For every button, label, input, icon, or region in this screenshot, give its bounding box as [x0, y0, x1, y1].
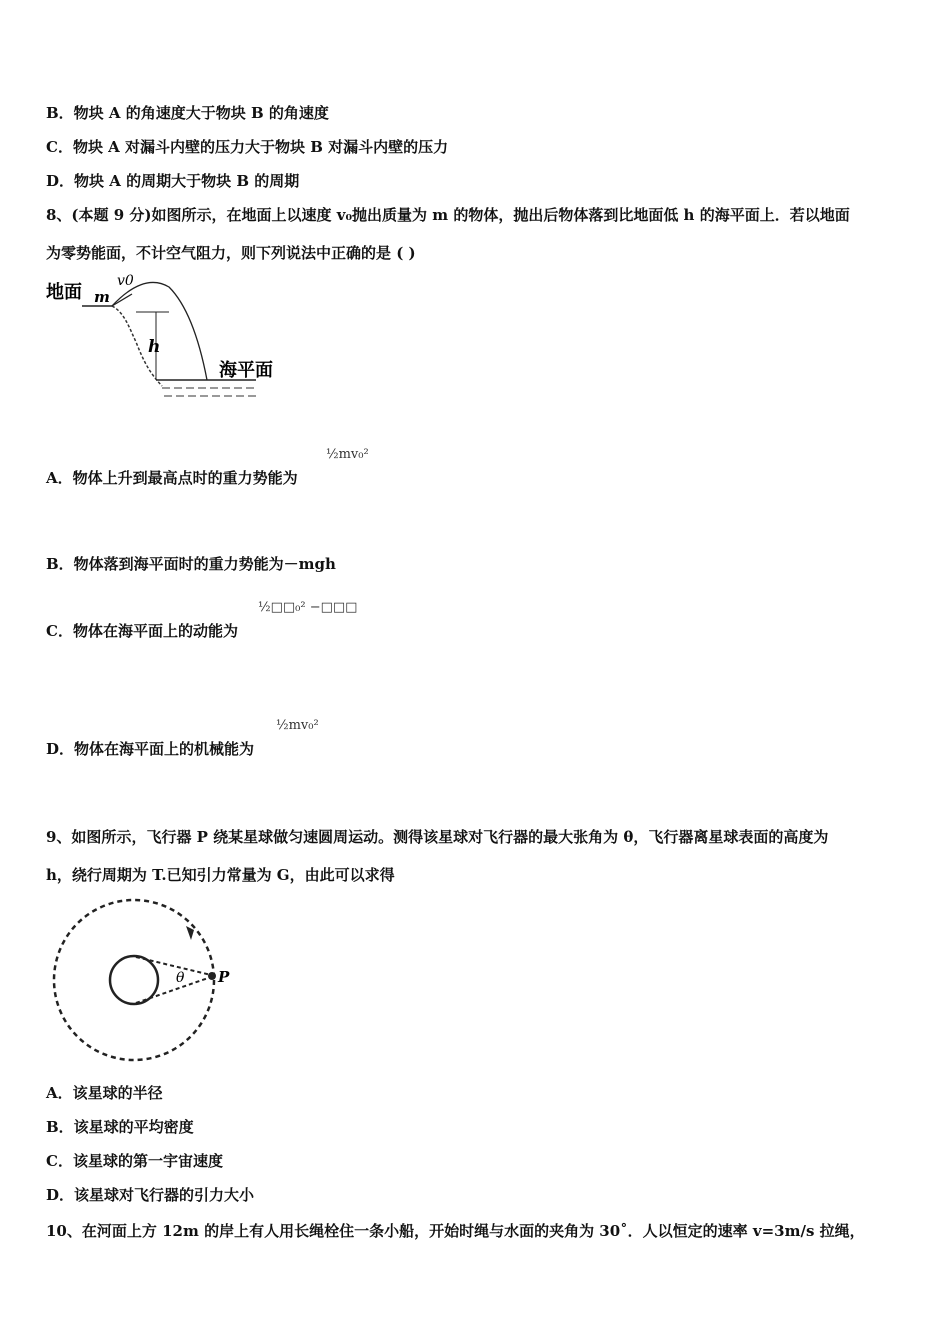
- label-p: P: [218, 968, 230, 986]
- q9-option-b: B．该星球的平均密度: [46, 1118, 194, 1136]
- q8-option-d-formula: ½mv₀²: [276, 718, 319, 733]
- q7-option-d: D．物块 A 的周期大于物块 B 的周期: [46, 172, 300, 190]
- label-mass: m: [94, 288, 110, 306]
- q8-option-a: A．物体上升到最高点时的重力势能为: [46, 469, 298, 487]
- q8-cliff-figure: [44, 272, 289, 407]
- q9-option-a: A．该星球的半径: [46, 1084, 163, 1102]
- q7-option-b: B．物块 A 的角速度大于物块 B 的角速度: [46, 104, 329, 122]
- q9-stem-line1: 9、如图所示，飞行器 P 绕某星球做匀速圆周运动。测得该星球对飞行器的最大张角为 θ，飞行器离星球表面的高度为: [46, 828, 829, 846]
- label-theta: θ: [176, 970, 185, 986]
- label-velocity: v0: [117, 273, 134, 289]
- label-ground: 地面: [46, 282, 82, 303]
- q8-option-c: C．物体在海平面上的动能为: [46, 622, 238, 640]
- q9-orbit-figure: [46, 896, 246, 1066]
- q8-option-c-formula: ½□□₀² −□□□: [258, 600, 358, 615]
- q8-option-a-formula: ½mv₀²: [326, 447, 369, 462]
- q8-stem-line1: 8、(本题 9 分)如图所示，在地面上以速度 v₀抛出质量为 m 的物体，抛出后物体落到比地面低 h 的海平面上．若以地面: [46, 206, 850, 224]
- label-sea: 海平面: [219, 360, 273, 381]
- q7-option-c: C．物块 A 对漏斗内壁的压力大于物块 B 对漏斗内壁的压力: [46, 138, 449, 156]
- q10-stem-line1: 10、在河面上方 12m 的岸上有人用长绳栓住一条小船，开始时绳与水面的夹角为 30˚．人以恒定的速率 v=3m/s 拉绳，: [46, 1222, 865, 1240]
- q9-stem-line2: h，绕行周期为 T.已知引力常量为 G，由此可以求得: [46, 866, 395, 884]
- q9-option-d: D．该星球对飞行器的引力大小: [46, 1186, 255, 1204]
- q9-option-c: C．该星球的第一宇宙速度: [46, 1152, 223, 1170]
- label-height: h: [148, 337, 161, 357]
- q8-stem-line2: 为零势能面，不计空气阻力，则下列说法中正确的是 ( ): [46, 244, 416, 262]
- q8-option-b: B．物体落到海平面时的重力势能为－mgh: [46, 555, 336, 573]
- q8-option-d: D．物体在海平面上的机械能为: [46, 740, 255, 758]
